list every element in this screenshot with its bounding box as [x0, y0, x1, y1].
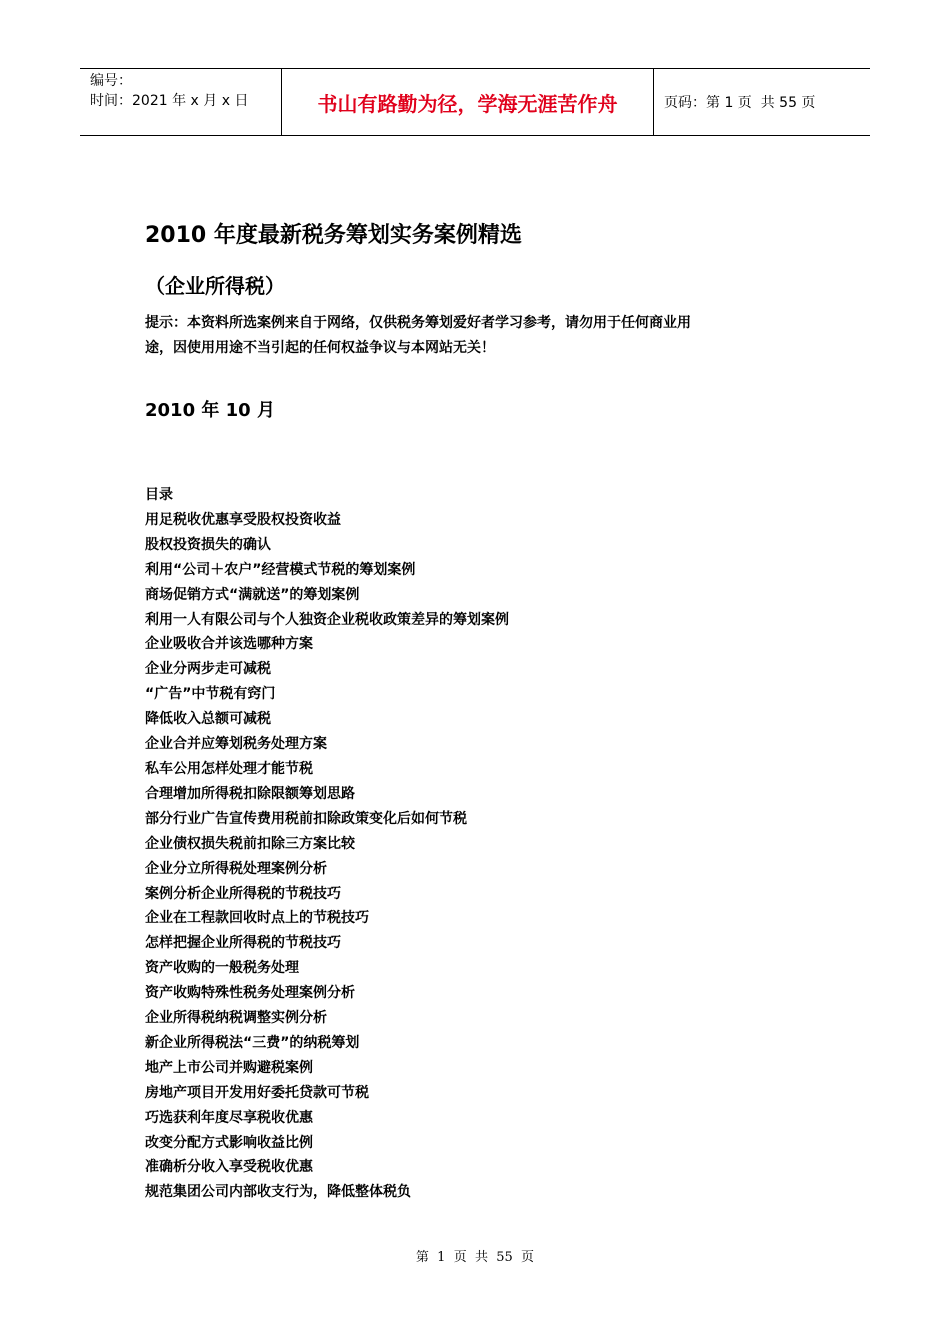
toc-item[interactable]: 企业分立所得税处理案例分析 [145, 860, 327, 877]
number-label: 编号： [90, 73, 132, 89]
page-header [80, 68, 870, 136]
table-of-contents [145, 483, 509, 1205]
toc-list [145, 508, 509, 1205]
toc-item[interactable]: 企业所得税纳税调整实例分析 [145, 1010, 327, 1027]
header-page-cell [654, 69, 870, 135]
toc-item[interactable]: 改变分配方式影响收益比例 [145, 1134, 313, 1151]
document-title: 2010 年度最新税务筹划实务案例精选 [145, 223, 522, 248]
page-footer [0, 1246, 950, 1265]
toc-item[interactable]: 准确析分收入享受税收优惠 [145, 1159, 313, 1176]
toc-item[interactable]: 商场促销方式“满就送”的筹划案例 [145, 586, 360, 603]
footer-page-number: 第 1 页 共 55 页 [415, 1250, 535, 1265]
notice-text: 提示：本资料所选案例来自于网络，仅供税务筹划爱好者学习参考，请勿用于任何商业用途，因使用用途不当引起的任何权益争议与本网站无关！ [145, 315, 691, 356]
header-page-info: 页码：第 1 页 共 55 页 [664, 95, 816, 111]
document-date: 2010 年 10 月 [145, 400, 275, 421]
toc-item[interactable]: 新企业所得税法“三费”的纳税筹划 [145, 1034, 360, 1051]
toc-item[interactable]: 企业在工程款回收时点上的节税技巧 [145, 910, 369, 927]
toc-item[interactable]: 案例分析企业所得税的节税技巧 [145, 885, 341, 902]
toc-item[interactable]: 利用一人有限公司与个人独资企业税收政策差异的筹划案例 [145, 611, 509, 628]
toc-item[interactable]: 企业债权损失税前扣除三方案比较 [145, 835, 355, 852]
toc-item[interactable]: 私车公用怎样处理才能节税 [145, 760, 313, 777]
toc-item[interactable]: 企业分两步走可减税 [145, 661, 271, 678]
document-subtitle: （企业所得税） [145, 274, 285, 298]
header-meta-cell [80, 69, 282, 135]
toc-item[interactable]: 地产上市公司并购避税案例 [145, 1059, 313, 1076]
toc-item[interactable]: 股权投资损失的确认 [145, 536, 271, 553]
toc-item[interactable]: 房地产项目开发用好委托贷款可节税 [145, 1084, 369, 1101]
header-motto-cell [282, 69, 654, 135]
toc-item[interactable]: 企业合并应筹划税务处理方案 [145, 736, 327, 753]
toc-item[interactable]: 用足税收优惠享受股权投资收益 [145, 511, 341, 528]
toc-heading: 目录 [145, 487, 173, 503]
toc-item[interactable]: 降低收入总额可减税 [145, 711, 271, 728]
toc-item[interactable]: 合理增加所得税扣除限额筹划思路 [145, 785, 355, 802]
toc-item[interactable]: 利用“公司＋农户”经营模式节税的筹划案例 [145, 561, 416, 578]
toc-item[interactable]: 规范集团公司内部收支行为，降低整体税负 [145, 1184, 411, 1201]
toc-item[interactable]: “广告”中节税有窍门 [145, 686, 276, 703]
toc-item[interactable]: 资产收购特殊性税务处理案例分析 [145, 985, 355, 1002]
toc-item[interactable]: 资产收购的一般税务处理 [145, 960, 299, 977]
toc-item[interactable]: 怎样把握企业所得税的节税技巧 [145, 935, 341, 952]
toc-item[interactable]: 企业吸收合并该选哪种方案 [145, 636, 313, 653]
motto-text: 书山有路勤为径，学海无涯苦作舟 [317, 91, 618, 116]
toc-item[interactable]: 部分行业广告宣传费用税前扣除政策变化后如何节税 [145, 810, 467, 827]
toc-item[interactable]: 巧选获利年度尽享税收优惠 [145, 1109, 313, 1126]
time-label: 时间：2021 年 x 月 x 日 [90, 93, 249, 109]
